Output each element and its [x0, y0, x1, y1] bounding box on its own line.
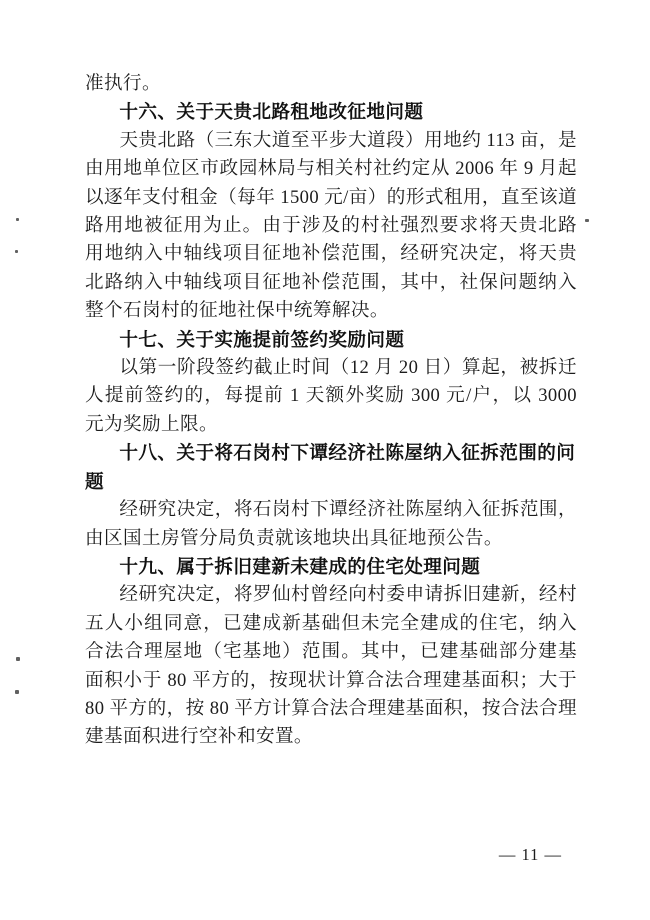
section-17-paragraph: 以第一阶段签约截止时间（12 月 20 日）算起，被拆迁人提前签约的，每提前 1 天额外奖励 300 元/户，以 3000 元为奖励上限。	[85, 357, 577, 435]
scan-artifact-dot	[15, 690, 19, 694]
section-16-paragraph: 天贵北路（三东大道至平步大道段）用地约 113 亩，是由用地单位区市政园林局与相关村社约定从 2006 年 9 月起以逐年支付租金（每年 1500 元/亩）的形式租用，直至该道路用地被征用为止。由于涉及的村社强烈要求将天贵北路用地纳入中轴线项目征地补偿范围，经研究决定，将天贵北路纳入中轴线项目征地补偿范围，其中，社保问题纳入整个石岗村的征地社保中统筹解决。	[85, 129, 577, 322]
page-number: — 11 —	[498, 845, 562, 864]
scan-artifact-dot	[15, 250, 18, 253]
scan-artifact-dot	[16, 218, 19, 221]
scan-artifact-dot	[585, 219, 589, 222]
section-heading-17: 十七、关于实施提前签约奖励问题	[119, 328, 405, 350]
section-heading-18: 十八、关于将石岗村下谭经济社陈屋纳入征拆范围的问题	[85, 442, 576, 492]
section-heading-16: 十六、关于天贵北路租地改征地问题	[119, 101, 424, 123]
section-18-paragraph: 经研究决定，将石岗村下谭经济社陈屋纳入征拆范围，由区国土房管分局负责就该地块出具征地预公告。	[85, 499, 577, 549]
paragraph-continuation: 准执行。	[85, 73, 161, 94]
document-body	[85, 70, 577, 752]
scan-artifact-dot	[16, 657, 20, 661]
section-heading-19: 十九、属于拆旧建新未建成的住宅处理问题	[119, 555, 481, 577]
section-19-paragraph: 经研究决定，将罗仙村曾经向村委申请拆旧建新，经村五人小组同意，已建成新基础但未完全建成的住宅，纳入合法合理屋地（宅基地）范围。其中，已建基础部分建基面积小于 80 平方的，按现状计算合法合理建基面积；大于 80 平方的，按 80 平方计算合法合理建基面积，按合法合理建基面积进行空补和安置。	[85, 584, 577, 748]
